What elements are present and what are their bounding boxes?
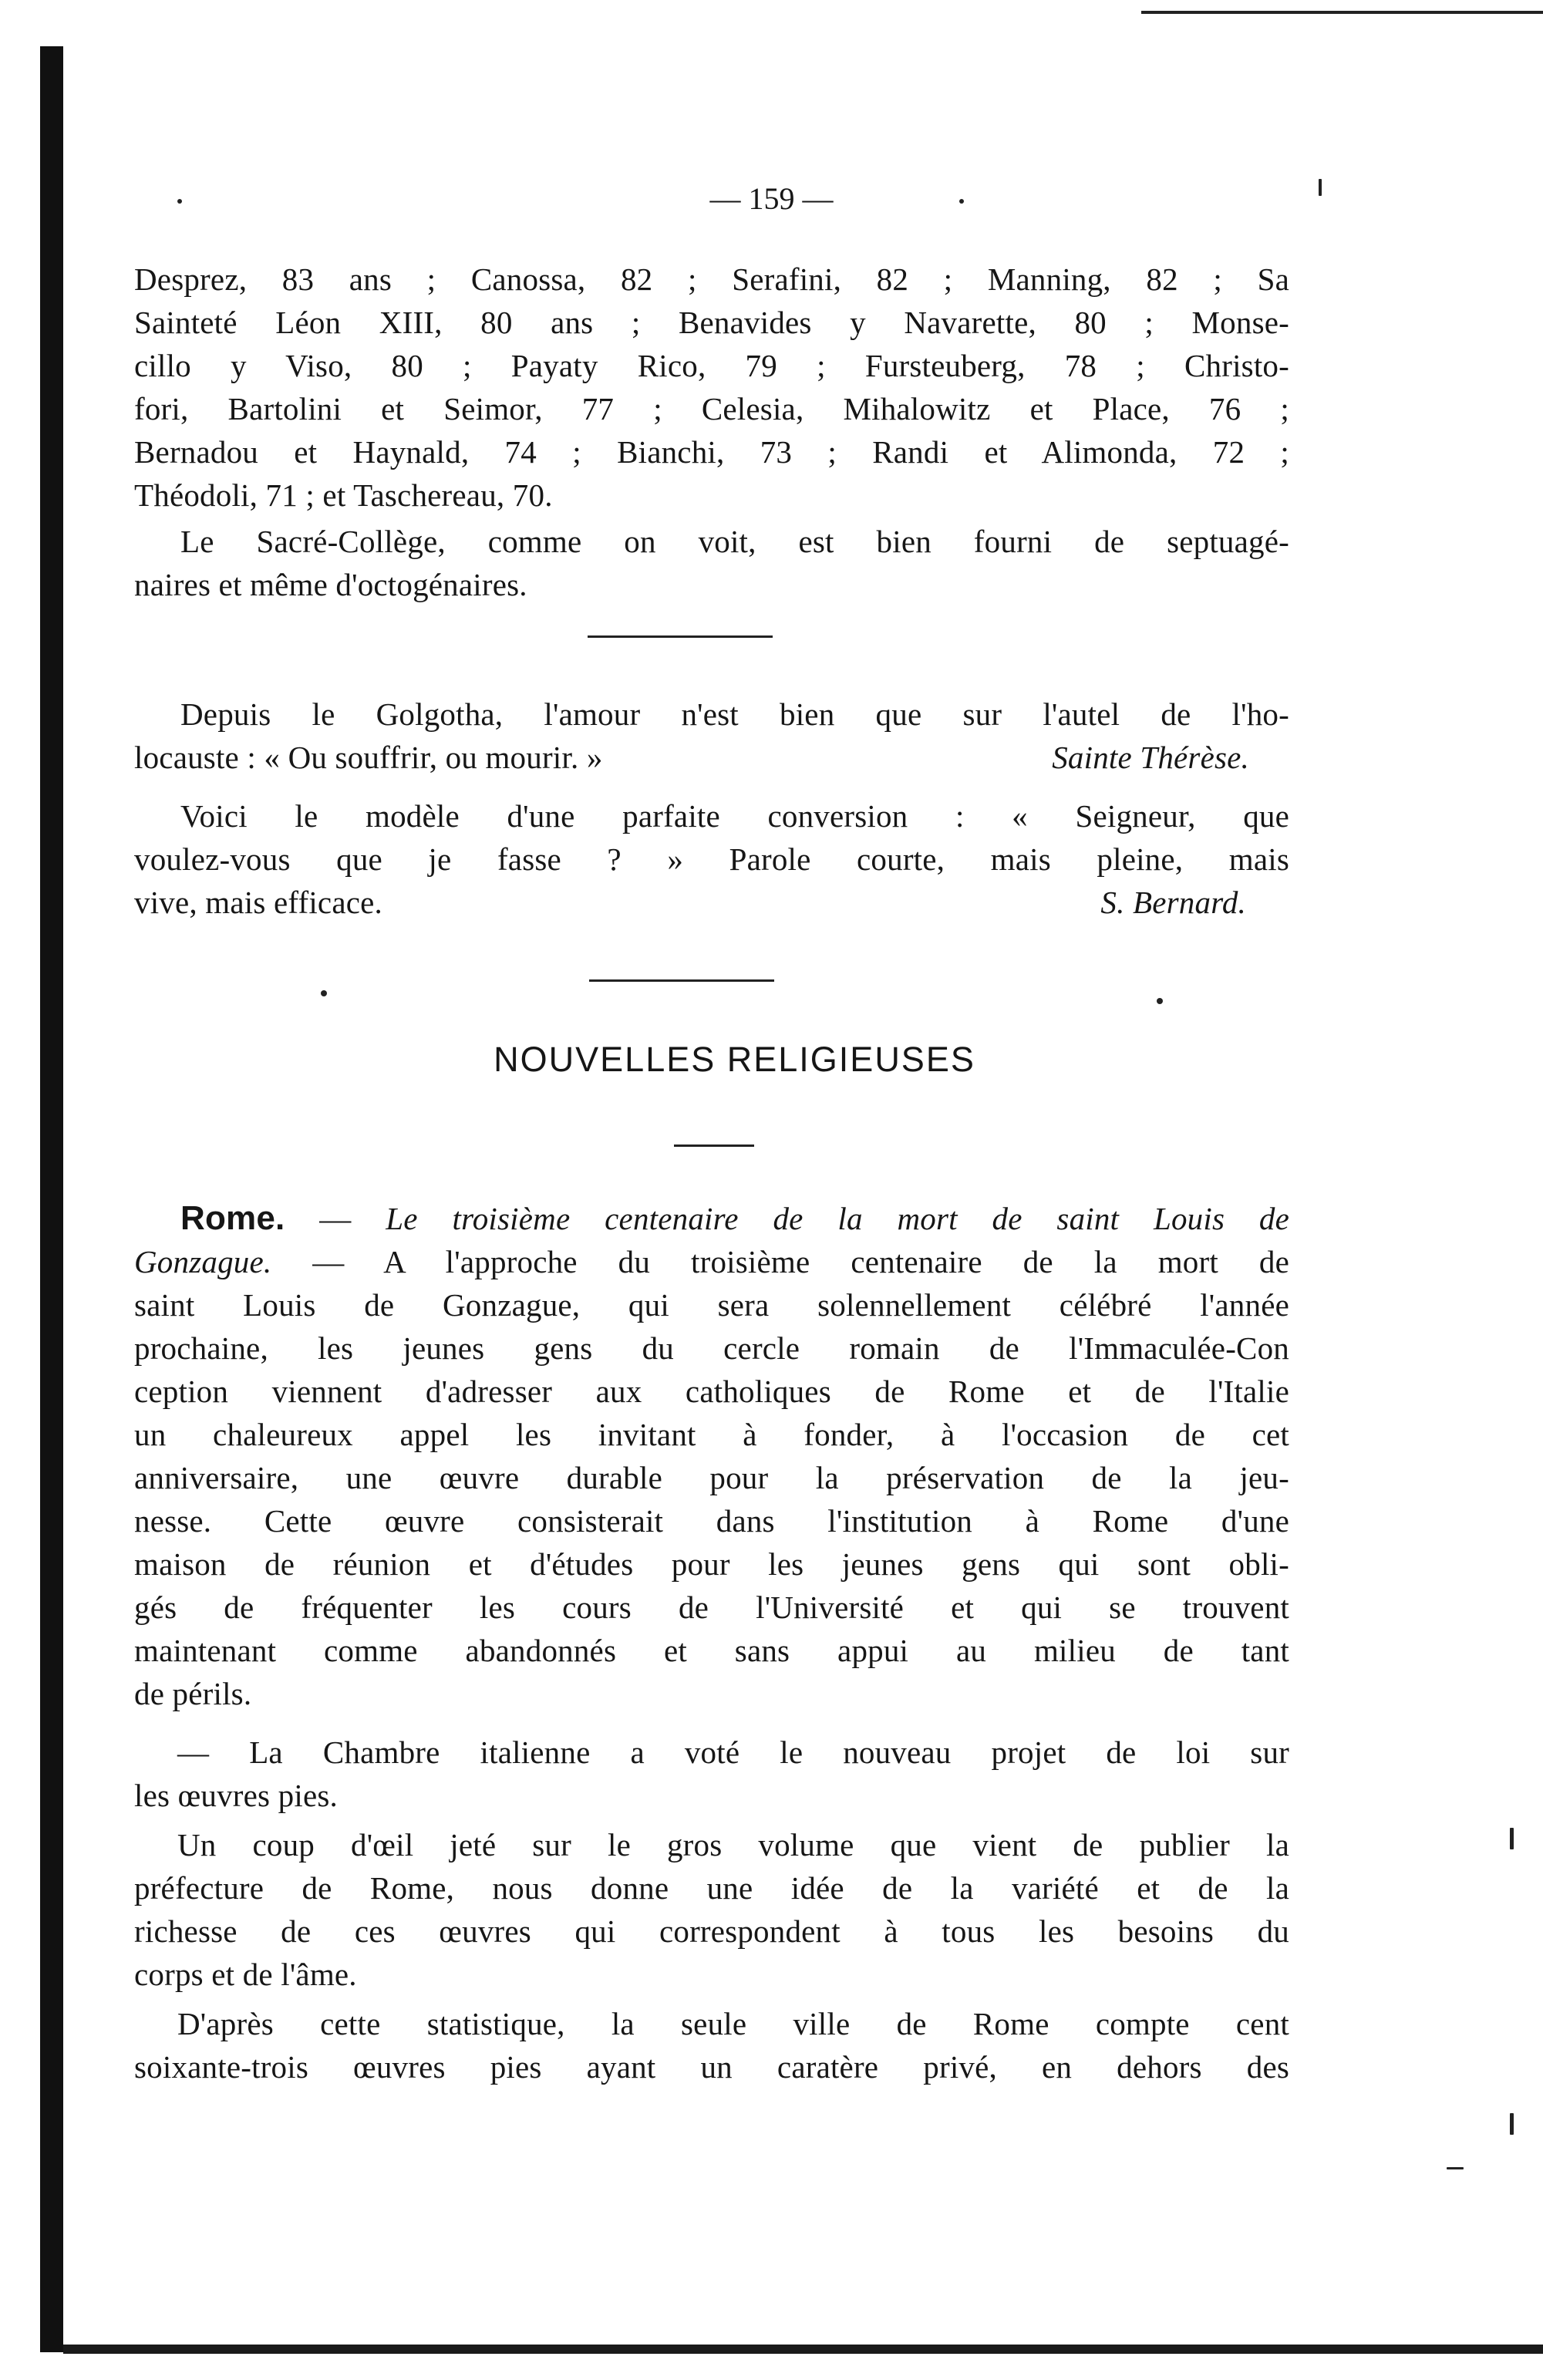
text-line: maison de réunion et d'études pour les jeunes gens qui sont obli-	[134, 1546, 1289, 1582]
text-line: prochaine, les jeunes gens du cercle romain de l'Immaculée-Con	[134, 1330, 1289, 1366]
text-line: corps et de l'âme.	[134, 1957, 357, 1992]
quote-attribution: Sainte Thérèse.	[1052, 740, 1249, 775]
text-line: anniversaire, une œuvre durable pour la préservation de la jeu-	[134, 1460, 1289, 1495]
text-line: voulez-vous que je fasse ? » Parole courte, mais pleine, mais	[134, 841, 1289, 877]
ink-speck	[1510, 2113, 1514, 2135]
text-line: soixante-trois œuvres pies ayant un caratère privé, en dehors des	[134, 2049, 1289, 2085]
section-heading: NOUVELLES RELIGIEUSES	[494, 1040, 975, 1079]
text-line	[134, 881, 1289, 924]
page-number: — 159 —	[709, 181, 834, 216]
text-line: gés de fréquenter les cours de l'Université et qui se trouvent	[134, 1589, 1289, 1625]
text-line: Sainteté Léon XIII, 80 ans ; Benavides y Navarette, 80 ; Monse-	[134, 305, 1289, 340]
separator-rule	[589, 979, 774, 982]
text-line: cillo y Viso, 80 ; Payaty Rico, 79 ; Fursteuberg, 78 ; Christo-	[134, 348, 1289, 383]
article-text: — A l'approche du troisième centenaire de la mort de	[271, 1244, 1289, 1279]
heading-underline-rule	[674, 1144, 754, 1147]
text-line: Le Sacré-Collège, comme on voit, est bien fourni de septuagé-	[180, 524, 1289, 559]
article-subtitle: Le troisième centenaire de la mort de saint Louis de	[386, 1201, 1289, 1236]
text-line: Voici le modèle d'une parfaite conversion : « Seigneur, que	[180, 798, 1289, 834]
text-line: Depuis le Golgotha, l'amour n'est bien que sur l'autel de l'ho-	[180, 696, 1289, 732]
text-line: Desprez, 83 ans ; Canossa, 82 ; Serafini, 82 ; Manning, 82 ; Sa	[134, 261, 1289, 297]
ink-speck	[1157, 998, 1163, 1004]
text-line: maintenant comme abandonnés et sans appui au milieu de tant	[134, 1633, 1289, 1668]
ink-speck	[1510, 1828, 1514, 1849]
article-lead-line	[180, 1197, 1289, 1240]
article-subtitle: Gonzague.	[134, 1244, 272, 1279]
ink-speck	[1447, 2167, 1464, 2169]
text-line: — La Chambre italienne a voté le nouveau projet de loi sur	[177, 1734, 1289, 1770]
quote-text: locauste : « Ou souffrir, ou mourir. »	[134, 740, 603, 775]
dash: —	[285, 1201, 386, 1236]
text-line: Théodoli, 71 ; et Taschereau, 70.	[134, 477, 553, 513]
top-edge-rule	[1141, 11, 1543, 14]
text-line: nesse. Cette œuvre consisterait dans l'institution à Rome d'une	[134, 1503, 1289, 1539]
text-line: naires et même d'octogénaires.	[134, 567, 527, 602]
text-line: ception viennent d'adresser aux catholiques de Rome et de l'Italie	[134, 1374, 1289, 1409]
text-line: Bernadou et Haynald, 74 ; Bianchi, 73 ; Randi et Alimonda, 72 ;	[134, 434, 1289, 470]
quote-text: vive, mais efficace.	[134, 885, 382, 920]
bottom-edge-rule	[63, 2345, 1543, 2354]
text-line: un chaleureux appel les invitant à fonder, à l'occasion de cet	[134, 1417, 1289, 1452]
text-line: Un coup d'œil jeté sur le gros volume que vient de publier la	[177, 1827, 1289, 1863]
article-place: Rome.	[180, 1199, 285, 1237]
text-line: richesse de ces œuvres qui correspondent à tous les besoins du	[134, 1913, 1289, 1949]
ink-speck	[321, 990, 327, 996]
text-line	[134, 1240, 1289, 1283]
text-line: préfecture de Rome, nous donne une idée de la variété et de la	[134, 1870, 1289, 1906]
text-line	[134, 736, 1289, 779]
text-line: D'après cette statistique, la seule ville de Rome compte cent	[177, 2006, 1289, 2041]
binding-edge	[40, 46, 63, 2352]
text-line: saint Louis de Gonzague, qui sera solennellement célébré l'année	[134, 1287, 1289, 1323]
separator-rule	[588, 635, 773, 638]
text-line: les œuvres pies.	[134, 1778, 338, 1813]
quote-attribution: S. Bernard.	[1100, 885, 1246, 920]
text-line: de périls.	[134, 1676, 252, 1711]
text-line: fori, Bartolini et Seimor, 77 ; Celesia, Mihalowitz et Place, 76 ;	[134, 391, 1289, 426]
